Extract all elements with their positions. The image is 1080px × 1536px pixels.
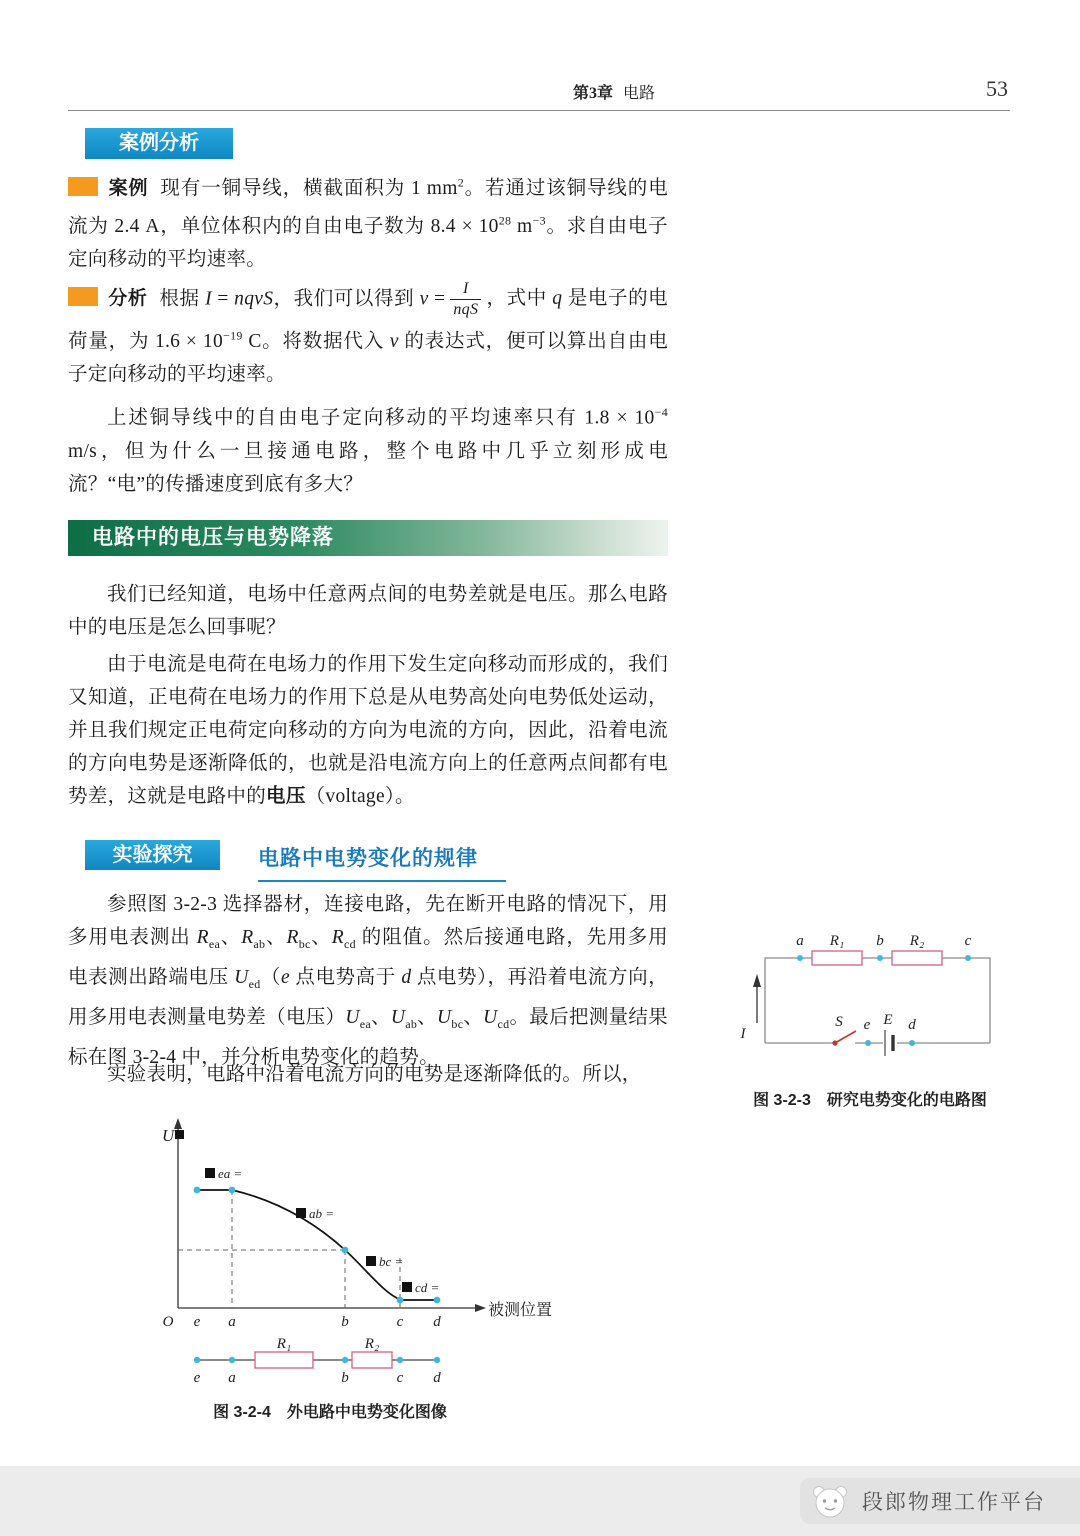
header-rule [68, 110, 1010, 111]
analysis-lead: 根据 I = nqvS，我们可以得到 v = [159, 288, 446, 310]
analysis-label: 分析 [108, 288, 148, 310]
node-dots [797, 955, 971, 1046]
analysis-paragraph [68, 280, 668, 391]
analysis-tail: ，式中 q 是电子的电荷量，为 $1.6 \times 10^{-19}$ C。将数据代入 v 的表达式，便可以算出自由电子定向移动的平均速率。 [68, 288, 668, 386]
voltage-paragraph-2: 由于电流是电荷在电场力的作用下发生定向移动而形成的，我们又知道，正电荷在电场力的作用下总是从电势高处向电势低处运动，并且我们规定正电荷定向移动的方向为电流的方向，因此，沿着电流的方向电势是逐渐降低的，也就是沿电流方向上的任意两点间都有电势差，这就是电路中的电压（voltage）。 [68, 654, 668, 807]
svg-text:b: b [341, 1370, 349, 1386]
point-c-label: c [964, 933, 972, 949]
svg-text:b: b [341, 1314, 349, 1330]
x-axis-label: 被测位置 [488, 1302, 553, 1319]
experiment-title: 电路中电势变化的规律 [258, 840, 506, 882]
svg-text:c: c [396, 1370, 404, 1386]
case-text: 现有一铜导线，横截面积为 1 $mm^2$。若通过该铜导线的电流为 2.4 A，单位体积内的自由电子数为 $8.4 \times 10^{28}$ $m^{-3}$。求自由电子定向移动的平均速率。 [68, 175, 668, 270]
switch-label: S [835, 1014, 843, 1030]
point-a-label: a [796, 933, 804, 949]
origin-label: O [162, 1314, 174, 1330]
potential-graph [90, 1108, 570, 1390]
current-arrow-icon [753, 974, 761, 1023]
footer-band [0, 1466, 1080, 1536]
y-axis-arrow-icon [174, 1118, 182, 1129]
experiment-banner: 实验探究 [85, 840, 220, 870]
fraction-numerator: I [450, 280, 481, 300]
experiment-paragraph-2: 实验表明，电路中沿着电流方向的电势是逐渐降低的。所以， [107, 1064, 642, 1085]
chapter-number: 第3章 [573, 85, 614, 102]
voltage-paragraph-1: 我们已经知道，电场中任意两点间的电势差就是电压。那么电路中的电压是怎么回事呢？ [68, 584, 668, 638]
resistor-r1 [812, 951, 862, 965]
figure-graph-caption: 图 3-2-4 外电路中电势变化图像 [213, 1404, 447, 1421]
orange-tag-icon [68, 177, 98, 196]
watermark-text: 段郎物理工作平台 [862, 1491, 1046, 1514]
figure-circuit [715, 928, 1025, 1110]
svg-text:ab =: ab = [309, 1206, 335, 1221]
svg-text:cd =: cd = [415, 1280, 440, 1295]
orange-tag-icon [68, 287, 98, 306]
svg-text:d: d [433, 1314, 441, 1330]
svg-text:e: e [193, 1370, 201, 1386]
watermark-logo-icon [808, 1480, 852, 1522]
svg-text:c: c [396, 1314, 404, 1330]
dashed-guides [178, 1190, 400, 1308]
marker-ucd [402, 1280, 439, 1295]
svg-text:e: e [193, 1314, 201, 1330]
fraction-v-equals [450, 280, 481, 320]
case-followup-paragraph: 上述铜导线中的自由电子定向移动的平均速率只有 $1.8 \times 10^{-4}$ m/s，但为什么一旦接通电路，整个电路中几乎立刻形成电流？“电”的传播速度到底有多大？ [68, 405, 668, 495]
point-d-label: d [908, 1017, 916, 1033]
x-axis-arrow-icon [475, 1304, 486, 1312]
svg-text:bc =: bc = [379, 1254, 404, 1269]
circuit-diagram [715, 928, 1025, 1078]
circuit-wires [765, 958, 990, 1043]
point-e-label: e [863, 1017, 871, 1033]
resistor-r2 [892, 951, 942, 965]
y-axis-square-glyph [175, 1130, 184, 1139]
schematic-r2-label: R₂ [364, 1336, 380, 1352]
chapter-heading [573, 80, 655, 103]
resistor-r1-label: R₁ [829, 933, 845, 949]
battery-icon [885, 1030, 893, 1056]
page-number: 53 [986, 76, 1008, 101]
current-label: I [740, 1026, 746, 1042]
svg-text:d: d [433, 1370, 441, 1386]
chapter-section-title: 电路 [623, 85, 656, 102]
case-analysis-banner: 案例分析 [85, 128, 233, 159]
switch-icon [832, 1031, 856, 1046]
y-axis-label: U [162, 1126, 175, 1145]
schematic-r1-label: R₁ [276, 1336, 292, 1352]
case-label: 案例 [108, 177, 149, 199]
point-b-label: b [876, 933, 884, 949]
svg-text:ea =: ea = [218, 1166, 243, 1181]
figure-circuit-caption: 图 3-2-3 研究电势变化的电路图 [753, 1092, 987, 1109]
voltage-section-banner: 电路中的电压与电势降落 [68, 520, 668, 556]
experiment-paragraph-1: 参照图 3-2-3 选择器材，连接电路，先在断开电路的情况下，用多用电表测出 $R_{ea}$、$R_{ab}$、$R_{bc}$、$R_{cd}$ 的阻值。然后接通电路，先用多用电表测出路端电压 $U_{ed}(e$ 点电势高于 d 点电势），再沿着电流方向，用多用电表测量电势差（电压）$U_{ea}$、$U_{ab}$、$U_{bc}$、$U_{cd}$。最后把测量结果标在图 3-2-4 中，并分析电势变化的趋势。 [68, 894, 669, 1068]
schematic-strip [194, 1336, 442, 1386]
battery-label: E [883, 1012, 893, 1028]
marker-uea [205, 1166, 242, 1181]
svg-text:a: a [228, 1314, 236, 1330]
figure-potential-graph [90, 1108, 570, 1422]
resistor-r2-label: R₂ [909, 933, 925, 949]
marker-ubc [366, 1254, 403, 1269]
watermark [800, 1478, 1080, 1524]
case-paragraph [68, 166, 668, 276]
svg-text:a: a [228, 1370, 236, 1386]
fraction-denominator: nqS [453, 301, 479, 319]
x-axis-ticks [194, 1314, 442, 1330]
